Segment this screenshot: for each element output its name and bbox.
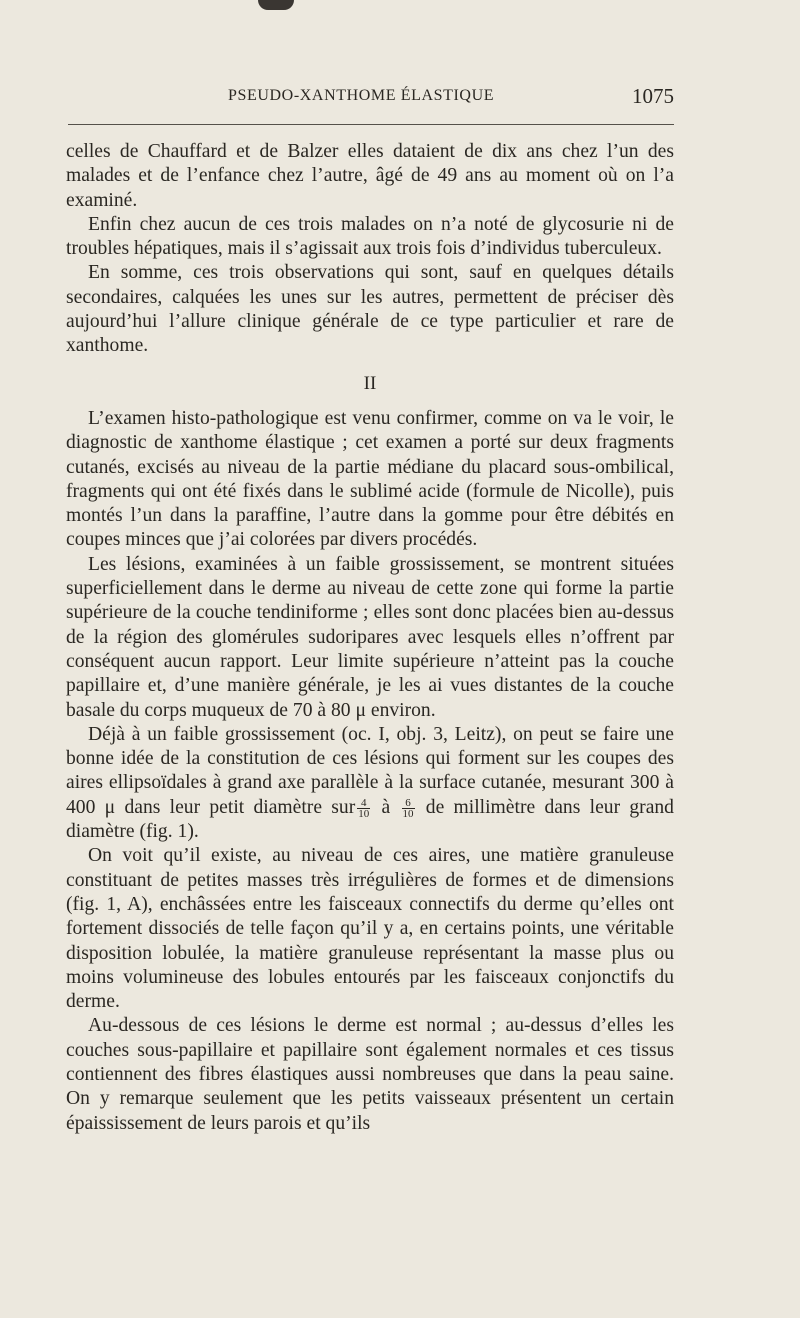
fraction-numerator: 6 (402, 798, 415, 809)
paragraph: L’examen histo-pathologique est venu confirmer, comme on va le voir, le diagnostic de xanthome élastique ; cet examen a porté sur deux fragments cutanés, excisés au niveau de la partie médiane du placard sous-ombilical, fragments qui ont été fixés dans le sublimé acide (formule de Nicolle), puis montés l’un dans la paraffine, l’autre dans la gomme pour être débités en coupes minces que j’ai colorées par divers procédés. (66, 407, 674, 551)
fraction-numerator: 4 (357, 798, 370, 809)
fraction (357, 798, 370, 819)
print-artifact (258, 0, 294, 10)
section-number: II (363, 372, 377, 394)
paragraph: celles de Chauffard et de Balzer elles dataient de dix ans chez l’un des malades et de l’enfance chez l’autre, âgé de 49 ans au moment où on l’a examiné. (66, 141, 674, 211)
paragraph-text: Déjà à un faible grossissement (oc. I, obj. 3, Leitz), on peut se faire une bonne idée de la constitution de ces lésions qui forment sur les coupes des aires ellipsoïdales à grand axe parallèle à la surface cutanée, mesurant 300 à 400 μ dans leur petit diamètre sur (66, 723, 674, 818)
page-number: 1075 (632, 84, 674, 108)
fraction (402, 798, 415, 819)
paragraph-text: à (372, 796, 400, 818)
paragraph (66, 723, 674, 844)
fraction-denominator: 10 (402, 807, 414, 820)
paragraph: Au-dessous de ces lésions le derme est normal ; au-dessus d’elles les couches sous-papillaire et papillaire sont également normales et ces tissus contiennent des fibres élastiques aussi nombreuses que dans la peau saine. On y remarque seulement que les petits vaisseaux présentent un certain épaississement de leurs parois et qu’ils (66, 1015, 674, 1134)
paragraph: On voit qu’il existe, au niveau de ces aires, une matière granuleuse constituant de petites masses très irrégulières de formes et de dimensions (fig. 1, A), enchâssées entre les faisceaux connectifs du derme qu’elles ont fortement dissociés de telle façon qu’il y a, en certains points, une véritable disposition lobulée, la matière granuleuse représentant la masse plus ou moins volumineuse des lobules entourés par les faisceaux conjonctifs du derme. (66, 845, 674, 1013)
header-rule (68, 124, 674, 125)
paragraph: Enfin chez aucun de ces trois malades on n’a noté de glycosurie ni de troubles hépatiques, mais il s’agissait aux trois fois d’individus tuberculeux. (66, 213, 674, 260)
paragraph-text: de millimètre dans leur grand diamètre (fig. 1). (66, 796, 674, 843)
running-header (228, 84, 674, 110)
body-text (66, 140, 674, 1136)
running-title: PSEUDO-XANTHOME ÉLASTIQUE (228, 87, 495, 104)
fraction-denominator: 10 (358, 807, 370, 820)
paragraph: Les lésions, examinées à un faible grossissement, se montrent situées superficiellement dans le derme au niveau de cette zone qui forme la partie supérieure de la couche tendiniforme ; elles sont donc placées bien au-dessus de la région des glomérules sudoripares avec lesquels elles n’offrent par conséquent aucun rapport. Leur limite supérieure n’atteint pas la couche papillaire et, d’une manière générale, je les ai vues distantes de la couche basale du corps muqueux de 70 à 80 μ environ. (66, 553, 674, 721)
paragraph: En somme, ces trois observations qui sont, sauf en quelques détails secondaires, calquées les unes sur les autres, permettent de préciser dès aujourd’hui l’allure clinique générale de ce type particulier et rare de xanthome. (66, 262, 674, 357)
